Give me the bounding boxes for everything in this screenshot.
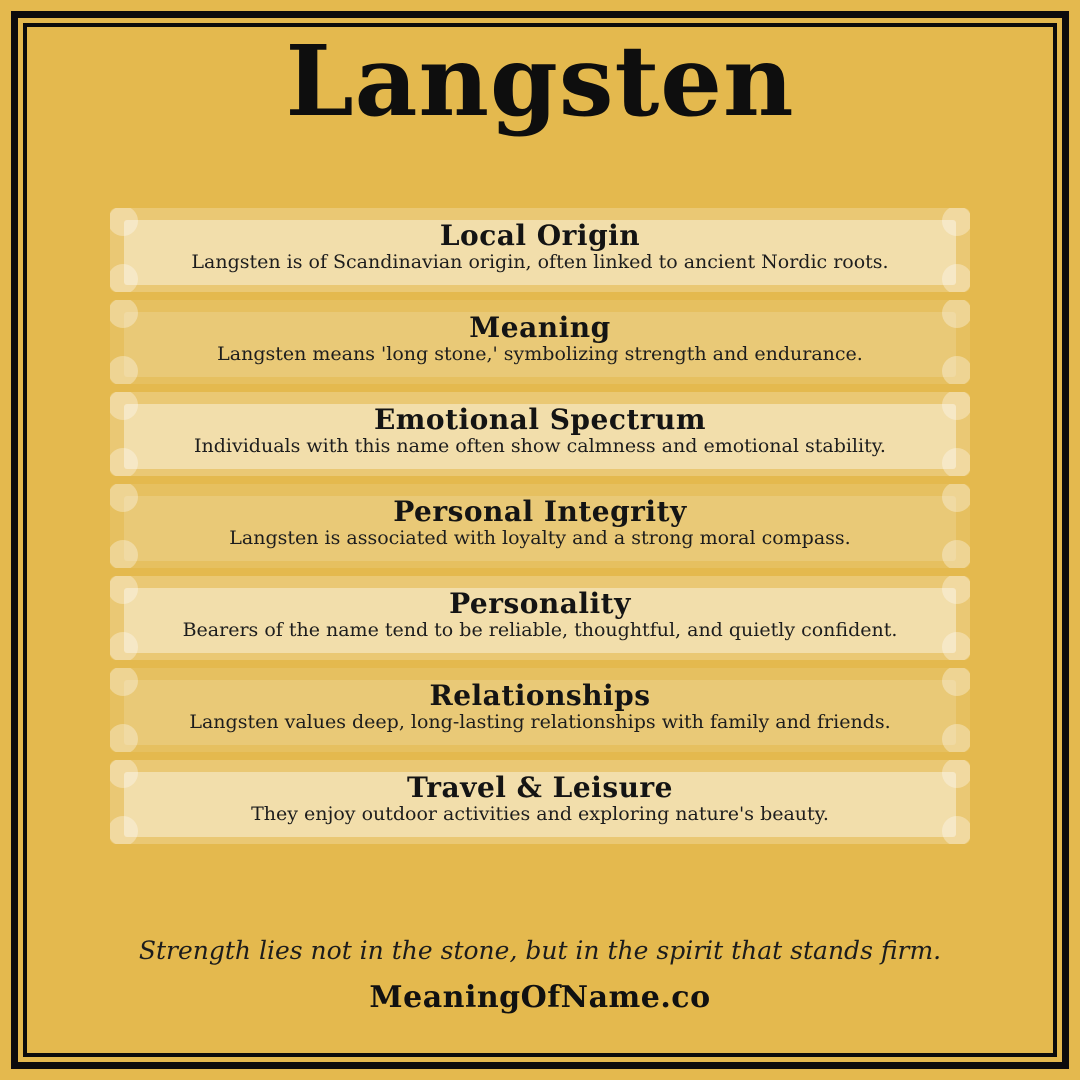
- section-card-inner: [124, 680, 956, 745]
- section-heading: Personality: [449, 587, 631, 620]
- site-name: MeaningOfName.co: [369, 980, 711, 1015]
- section-heading: Emotional Spectrum: [373, 403, 707, 436]
- section-card: [110, 208, 970, 292]
- section-card-inner: [124, 404, 956, 469]
- section-card: [110, 760, 970, 844]
- section-card: [110, 576, 970, 660]
- section-card: [110, 392, 970, 476]
- section-description: They enjoy outdoor activities and exploring nature's beauty.: [251, 803, 829, 826]
- section-card-inner: [124, 588, 956, 653]
- section-card-inner: [124, 220, 956, 285]
- section-card: [110, 484, 970, 568]
- section-description: Bearers of the name tend to be reliable, thoughtful, and quietly confident.: [182, 619, 898, 642]
- section-card-inner: [124, 312, 956, 377]
- section-card-inner: [124, 496, 956, 561]
- section-description: Langsten means 'long stone,' symbolizing strength and endurance.: [217, 343, 863, 366]
- section-description: Individuals with this name often show calmness and emotional stability.: [194, 435, 886, 458]
- section-description: Langsten is of Scandinavian origin, often linked to ancient Nordic roots.: [191, 251, 889, 274]
- section-heading: Travel & Leisure: [406, 771, 673, 804]
- page-title: Langsten: [285, 24, 795, 138]
- sections-list: [110, 208, 970, 844]
- section-heading: Relationships: [429, 679, 651, 712]
- section-heading: Personal Integrity: [393, 495, 687, 528]
- section-heading: Local Origin: [439, 219, 641, 252]
- section-card: [110, 668, 970, 752]
- section-card: [110, 300, 970, 384]
- section-description: Langsten values deep, long-lasting relationships with family and friends.: [189, 711, 891, 734]
- section-description: Langsten is associated with loyalty and a strong moral compass.: [229, 527, 851, 550]
- section-card-inner: [124, 772, 956, 837]
- quote-text: Strength lies not in the stone, but in the spirit that stands firm.: [138, 936, 942, 965]
- section-heading: Meaning: [469, 311, 611, 344]
